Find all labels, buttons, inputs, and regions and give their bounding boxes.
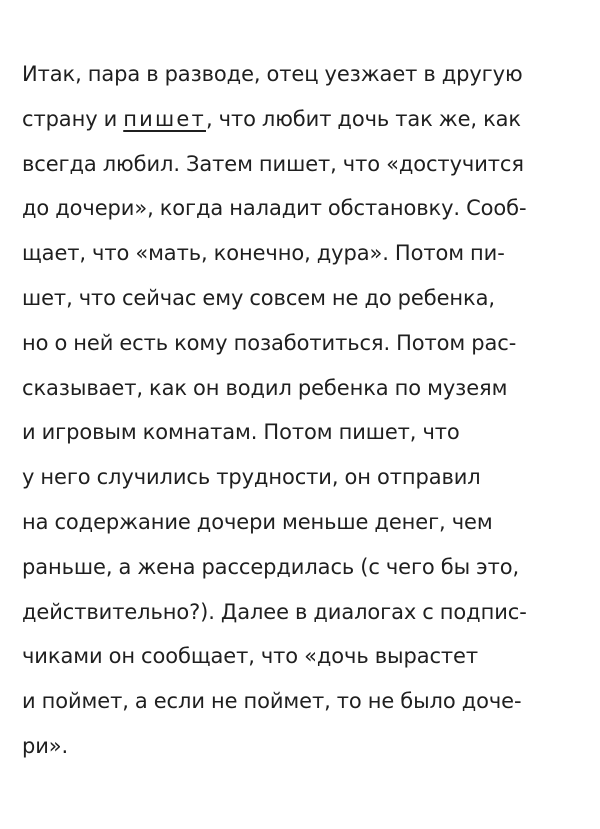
- text-line-2: [22, 97, 582, 142]
- text-segment: страну и: [22, 106, 124, 131]
- text-line-1: Итак, пара в разводе, отец уезжает в другую: [22, 62, 523, 86]
- text-line-6: шет, что сейчас ему совсем не до ребенка,: [22, 285, 495, 310]
- text-segment: , что любит дочь так же, как: [205, 106, 522, 131]
- text-line-8: сказывает, как он водил ребенка по музеям: [22, 375, 508, 400]
- article-body: [22, 52, 582, 769]
- text-line-14: чиками он сообщает, что «дочь вырастет: [22, 644, 478, 669]
- text-line-10: у него случились трудности, он отправил: [22, 465, 481, 490]
- text-line-16: ри».: [22, 733, 69, 758]
- text-line-15: и поймет, а если не поймет, то не было доче-: [22, 689, 522, 714]
- text-line-3: всегда любил. Затем пишет, что «достучится: [22, 151, 524, 176]
- text-line-5: щает, что «мать, конечно, дура». Потом пи-: [22, 241, 505, 266]
- text-line-9: и игровым комнатам. Потом пишет, что: [22, 420, 460, 445]
- text-line-13: действительно?). Далее в диалогах с подпис-: [22, 599, 527, 624]
- text-line-7: но о ней есть кому позаботиться. Потом рас-: [22, 330, 517, 355]
- text-line-4: до дочери», когда наладит обстановку. Сооб-: [22, 196, 527, 221]
- text-line-11: на содержание дочери меньше денег, чем: [22, 509, 493, 534]
- text-line-12: раньше, а жена рассердилась (с чего бы это,: [22, 554, 520, 579]
- pishet-link[interactable]: пишет: [123, 106, 206, 131]
